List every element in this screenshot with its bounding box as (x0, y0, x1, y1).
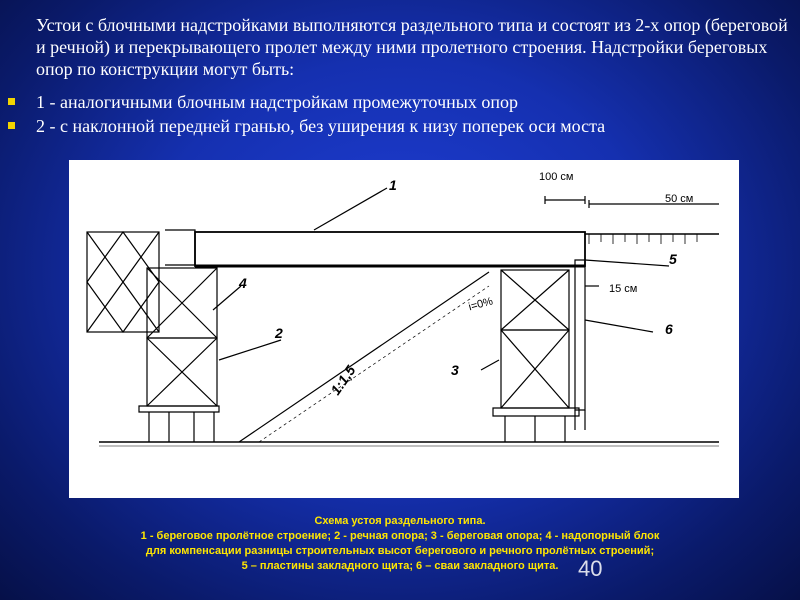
slope-label: 1:1,5 (327, 362, 359, 398)
river-pier-piles (505, 416, 565, 442)
caption-line: для компенсации разницы строительных высот берегового и речного пролётных строений; (145, 545, 655, 557)
square-bullet-icon (8, 122, 15, 129)
leader-2 (219, 340, 281, 360)
leader-6 (585, 320, 653, 332)
abutment-drawing (69, 160, 739, 498)
callout-6: 6 (665, 321, 673, 337)
embankment-ticks (589, 234, 697, 244)
bullet-list (8, 90, 788, 138)
river-pier-bottom-hatch (501, 330, 569, 408)
intro-text: Устои с блочными надстройками выполняются раздельного типа и состоят из 2-х опор (береговой и речной) и перекрывающего пролет между ними пролетного строения. Надстройки береговых опор по конструкции могут быть: (36, 15, 788, 79)
callout-3: 3 (451, 362, 459, 378)
caption-line: 1 - береговое пролётное строение; 2 - речная опора; 3 - береговая опора; 4 - надопорный блок (140, 530, 660, 542)
bullet-text: 1 - аналогичными блочным надстройкам промежуточных опор (36, 92, 518, 112)
slide-number: 40 (578, 556, 603, 581)
bullet-item (8, 90, 788, 114)
leader-3 (481, 360, 499, 370)
callout-1: 1 (389, 177, 397, 193)
callout-4: 4 (239, 275, 247, 291)
left-fill (165, 230, 195, 265)
bullet-text: 2 - с наклонной передней гранью, без уширения к низу поперек оси моста (36, 116, 606, 136)
dim-50 (589, 200, 719, 208)
caption-line: 5 – пластины закладного щита; 6 – сваи закладного щита. (241, 560, 559, 572)
dim-15-label: 15 см (609, 283, 638, 295)
embankment-hatch (87, 232, 159, 332)
support-piles (149, 412, 214, 442)
dim-100 (545, 196, 585, 204)
abutment-diagram (69, 160, 739, 498)
figure-caption (40, 514, 760, 574)
superstructure-beam (195, 232, 585, 266)
callout-2: 2 (275, 325, 283, 341)
level-label: i=0% (467, 295, 495, 314)
caption-title: Схема устоя раздельного типа. (314, 515, 486, 527)
bullet-item (8, 114, 788, 138)
support-block-hatch (147, 268, 217, 338)
support-column-hatch (147, 338, 217, 406)
river-pier-top-hatch (501, 270, 569, 330)
dim-50-label: 50 см (665, 193, 694, 205)
leader-1 (314, 188, 387, 230)
slope-line (239, 272, 489, 442)
support-base (139, 406, 219, 412)
closing-wall (575, 260, 585, 410)
river-pier-base (493, 408, 579, 416)
dim-100-label: 100 см (539, 171, 574, 183)
closing-wall-piles (575, 410, 585, 430)
leader-5 (585, 260, 669, 266)
callout-5: 5 (669, 251, 677, 267)
square-bullet-icon (8, 98, 15, 105)
